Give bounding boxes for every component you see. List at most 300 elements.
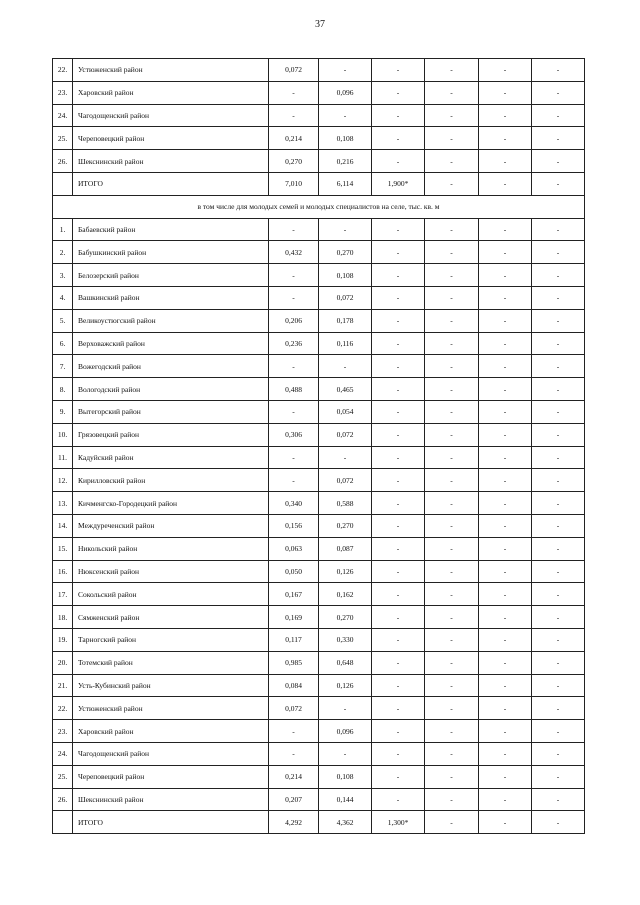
- district-name: Тарногский район: [73, 628, 269, 651]
- value-cell: -: [269, 264, 319, 287]
- row-number: 22.: [53, 59, 73, 82]
- table-row: [53, 697, 585, 720]
- value-cell: 0,072: [319, 286, 372, 309]
- table-row: [53, 241, 585, 264]
- value-cell: -: [532, 104, 585, 127]
- value-cell: -: [372, 742, 425, 765]
- value-cell: -: [479, 583, 532, 606]
- value-cell: -: [425, 150, 479, 173]
- value-cell: -: [425, 446, 479, 469]
- value-cell: -: [479, 218, 532, 241]
- value-cell: -: [479, 469, 532, 492]
- table-row: [53, 492, 585, 515]
- value-cell: -: [479, 59, 532, 82]
- row-number: 14.: [53, 514, 73, 537]
- value-cell: -: [532, 241, 585, 264]
- value-cell: -: [425, 172, 479, 195]
- value-cell: -: [532, 400, 585, 423]
- row-number: [53, 172, 73, 195]
- value-cell: 4,362: [319, 811, 372, 834]
- value-cell: -: [372, 651, 425, 674]
- value-cell: -: [372, 241, 425, 264]
- table-row: [53, 628, 585, 651]
- table-row: [53, 400, 585, 423]
- row-number: 9.: [53, 400, 73, 423]
- value-cell: -: [532, 651, 585, 674]
- row-number: 23.: [53, 720, 73, 743]
- row-number: 20.: [53, 651, 73, 674]
- row-number: 24.: [53, 742, 73, 765]
- value-cell: -: [425, 492, 479, 515]
- value-cell: -: [372, 697, 425, 720]
- value-cell: -: [372, 355, 425, 378]
- table-row: [53, 651, 585, 674]
- row-number: 16.: [53, 560, 73, 583]
- value-cell: -: [425, 355, 479, 378]
- value-cell: -: [425, 59, 479, 82]
- row-number: 24.: [53, 104, 73, 127]
- value-cell: -: [479, 788, 532, 811]
- district-name: Шекснинский район: [73, 788, 269, 811]
- section-header-row: [53, 195, 585, 218]
- value-cell: 0,116: [319, 332, 372, 355]
- district-name: Харовский район: [73, 720, 269, 743]
- value-cell: 0,270: [319, 514, 372, 537]
- value-cell: -: [372, 720, 425, 743]
- value-cell: -: [425, 423, 479, 446]
- value-cell: -: [269, 81, 319, 104]
- table-section-young-families: [53, 218, 585, 834]
- value-cell: -: [269, 218, 319, 241]
- district-name: Устюженский район: [73, 59, 269, 82]
- district-name: Чагодощенский район: [73, 104, 269, 127]
- table-row: [53, 264, 585, 287]
- table-row: [53, 720, 585, 743]
- value-cell: -: [479, 742, 532, 765]
- value-cell: 0,072: [269, 697, 319, 720]
- district-name: Череповецкий район: [73, 127, 269, 150]
- table-row: [53, 537, 585, 560]
- district-name: Устюженский район: [73, 697, 269, 720]
- value-cell: -: [269, 286, 319, 309]
- value-cell: -: [425, 264, 479, 287]
- value-cell: -: [425, 811, 479, 834]
- value-cell: -: [425, 788, 479, 811]
- row-number: 19.: [53, 628, 73, 651]
- district-name: Усть-Кубинский район: [73, 674, 269, 697]
- value-cell: -: [479, 492, 532, 515]
- row-number: 21.: [53, 674, 73, 697]
- value-cell: -: [532, 628, 585, 651]
- value-cell: 0,072: [269, 59, 319, 82]
- table-row: [53, 469, 585, 492]
- value-cell: 0,588: [319, 492, 372, 515]
- value-cell: -: [425, 697, 479, 720]
- value-cell: -: [425, 378, 479, 401]
- value-cell: -: [532, 172, 585, 195]
- value-cell: 0,214: [269, 127, 319, 150]
- table-section-header: [53, 195, 585, 218]
- table-row: [53, 446, 585, 469]
- district-name: Харовский район: [73, 81, 269, 104]
- district-name: Бабушкинский район: [73, 241, 269, 264]
- value-cell: -: [532, 560, 585, 583]
- value-cell: -: [372, 59, 425, 82]
- value-cell: -: [372, 309, 425, 332]
- row-number: 6.: [53, 332, 73, 355]
- table-row: [53, 309, 585, 332]
- page-number: 37: [315, 19, 325, 30]
- value-cell: -: [532, 742, 585, 765]
- table-row: [53, 59, 585, 82]
- row-number: 25.: [53, 765, 73, 788]
- value-cell: -: [532, 583, 585, 606]
- value-cell: -: [532, 606, 585, 629]
- district-name: Кадуйский район: [73, 446, 269, 469]
- value-cell: -: [425, 765, 479, 788]
- district-name: Сямженский район: [73, 606, 269, 629]
- value-cell: 0,126: [319, 560, 372, 583]
- value-cell: 0,985: [269, 651, 319, 674]
- value-cell: 0,306: [269, 423, 319, 446]
- table-row: [53, 765, 585, 788]
- value-cell: -: [425, 286, 479, 309]
- value-cell: 0,117: [269, 628, 319, 651]
- district-name: Бабаевский район: [73, 218, 269, 241]
- value-cell: 0,465: [319, 378, 372, 401]
- district-name: Сокольский район: [73, 583, 269, 606]
- value-cell: -: [479, 514, 532, 537]
- value-cell: -: [532, 811, 585, 834]
- value-cell: -: [269, 742, 319, 765]
- value-cell: 0,167: [269, 583, 319, 606]
- table-row: [53, 674, 585, 697]
- district-name: Чагодощенский район: [73, 742, 269, 765]
- value-cell: -: [479, 332, 532, 355]
- row-number: 10.: [53, 423, 73, 446]
- value-cell: 0,050: [269, 560, 319, 583]
- table-row: [53, 355, 585, 378]
- district-name: Вашкинский район: [73, 286, 269, 309]
- district-name: Никольский район: [73, 537, 269, 560]
- value-cell: -: [319, 218, 372, 241]
- value-cell: -: [372, 400, 425, 423]
- value-cell: -: [319, 446, 372, 469]
- value-cell: -: [425, 332, 479, 355]
- value-cell: 6,114: [319, 172, 372, 195]
- value-cell: -: [372, 583, 425, 606]
- district-name: Вытегорский район: [73, 400, 269, 423]
- value-cell: -: [372, 537, 425, 560]
- value-cell: -: [425, 651, 479, 674]
- value-cell: -: [372, 423, 425, 446]
- table-row: [53, 378, 585, 401]
- value-cell: -: [479, 286, 532, 309]
- value-cell: -: [532, 423, 585, 446]
- table-row: [53, 606, 585, 629]
- table-row: [53, 81, 585, 104]
- value-cell: -: [425, 218, 479, 241]
- value-cell: 0,072: [319, 469, 372, 492]
- district-name: ИТОГО: [73, 172, 269, 195]
- value-cell: 0,144: [319, 788, 372, 811]
- value-cell: -: [532, 446, 585, 469]
- value-cell: -: [372, 469, 425, 492]
- row-number: 7.: [53, 355, 73, 378]
- value-cell: -: [532, 355, 585, 378]
- table-row: [53, 423, 585, 446]
- value-cell: -: [532, 788, 585, 811]
- value-cell: -: [269, 469, 319, 492]
- value-cell: -: [532, 378, 585, 401]
- value-cell: -: [532, 492, 585, 515]
- value-cell: -: [269, 355, 319, 378]
- table-row: [53, 560, 585, 583]
- district-name: Грязовецкий район: [73, 423, 269, 446]
- value-cell: -: [425, 309, 479, 332]
- value-cell: 0,236: [269, 332, 319, 355]
- value-cell: -: [372, 218, 425, 241]
- value-cell: -: [479, 628, 532, 651]
- table-row: [53, 127, 585, 150]
- value-cell: -: [479, 355, 532, 378]
- district-name: Междуреченский район: [73, 514, 269, 537]
- value-cell: 7,010: [269, 172, 319, 195]
- value-cell: -: [532, 537, 585, 560]
- value-cell: 0,169: [269, 606, 319, 629]
- table-row: [53, 788, 585, 811]
- value-cell: -: [479, 720, 532, 743]
- value-cell: -: [532, 59, 585, 82]
- value-cell: -: [532, 150, 585, 173]
- value-cell: -: [372, 788, 425, 811]
- value-cell: -: [425, 81, 479, 104]
- value-cell: 0,214: [269, 765, 319, 788]
- value-cell: 0,648: [319, 651, 372, 674]
- value-cell: -: [532, 264, 585, 287]
- value-cell: -: [479, 241, 532, 264]
- value-cell: -: [425, 583, 479, 606]
- value-cell: -: [425, 537, 479, 560]
- table-row: [53, 583, 585, 606]
- value-cell: -: [269, 104, 319, 127]
- value-cell: -: [479, 400, 532, 423]
- value-cell: 0,216: [319, 150, 372, 173]
- row-number: 2.: [53, 241, 73, 264]
- value-cell: -: [319, 742, 372, 765]
- value-cell: -: [372, 765, 425, 788]
- value-cell: -: [372, 514, 425, 537]
- value-cell: 0,096: [319, 720, 372, 743]
- value-cell: -: [479, 811, 532, 834]
- value-cell: -: [425, 469, 479, 492]
- value-cell: 0,087: [319, 537, 372, 560]
- row-number: 18.: [53, 606, 73, 629]
- value-cell: 0,126: [319, 674, 372, 697]
- district-name: Шекснинский район: [73, 150, 269, 173]
- district-name: Кирилловский район: [73, 469, 269, 492]
- value-cell: 0,340: [269, 492, 319, 515]
- value-cell: -: [372, 378, 425, 401]
- row-number: 13.: [53, 492, 73, 515]
- district-name: Верховажский район: [73, 332, 269, 355]
- row-number: 1.: [53, 218, 73, 241]
- value-cell: -: [532, 218, 585, 241]
- total-row: [53, 172, 585, 195]
- total-row: [53, 811, 585, 834]
- value-cell: -: [425, 742, 479, 765]
- value-cell: 1,300*: [372, 811, 425, 834]
- table-row: [53, 742, 585, 765]
- value-cell: 0,270: [319, 606, 372, 629]
- row-number: 4.: [53, 286, 73, 309]
- value-cell: 0,096: [319, 81, 372, 104]
- value-cell: -: [479, 104, 532, 127]
- value-cell: -: [479, 172, 532, 195]
- value-cell: -: [372, 606, 425, 629]
- value-cell: -: [479, 81, 532, 104]
- district-name: Великоустюгский район: [73, 309, 269, 332]
- row-number: 25.: [53, 127, 73, 150]
- district-name: Тотемский район: [73, 651, 269, 674]
- row-number: 8.: [53, 378, 73, 401]
- value-cell: 0,270: [269, 150, 319, 173]
- value-cell: -: [372, 104, 425, 127]
- row-number: 22.: [53, 697, 73, 720]
- row-number: 26.: [53, 788, 73, 811]
- table-row: [53, 514, 585, 537]
- value-cell: -: [532, 697, 585, 720]
- table-section-total: [53, 59, 585, 196]
- value-cell: 0,207: [269, 788, 319, 811]
- value-cell: -: [269, 400, 319, 423]
- value-cell: -: [425, 560, 479, 583]
- row-number: 26.: [53, 150, 73, 173]
- value-cell: 0,084: [269, 674, 319, 697]
- value-cell: 0,156: [269, 514, 319, 537]
- value-cell: -: [532, 127, 585, 150]
- value-cell: -: [425, 514, 479, 537]
- value-cell: -: [425, 104, 479, 127]
- value-cell: -: [372, 674, 425, 697]
- value-cell: -: [532, 514, 585, 537]
- row-number: 12.: [53, 469, 73, 492]
- row-number: 5.: [53, 309, 73, 332]
- value-cell: 0,330: [319, 628, 372, 651]
- value-cell: 0,270: [319, 241, 372, 264]
- value-cell: -: [372, 446, 425, 469]
- value-cell: -: [269, 720, 319, 743]
- value-cell: -: [425, 606, 479, 629]
- district-name: Череповецкий район: [73, 765, 269, 788]
- value-cell: -: [532, 765, 585, 788]
- value-cell: 0,072: [319, 423, 372, 446]
- value-cell: 0,054: [319, 400, 372, 423]
- row-number: 3.: [53, 264, 73, 287]
- value-cell: -: [479, 264, 532, 287]
- value-cell: -: [372, 560, 425, 583]
- value-cell: 4,292: [269, 811, 319, 834]
- value-cell: -: [532, 720, 585, 743]
- value-cell: -: [532, 286, 585, 309]
- value-cell: -: [372, 264, 425, 287]
- district-name: Нюксенский район: [73, 560, 269, 583]
- value-cell: -: [532, 469, 585, 492]
- value-cell: -: [479, 309, 532, 332]
- value-cell: -: [532, 81, 585, 104]
- value-cell: 0,432: [269, 241, 319, 264]
- value-cell: -: [425, 628, 479, 651]
- value-cell: 1,900*: [372, 172, 425, 195]
- value-cell: -: [479, 560, 532, 583]
- value-cell: 0,488: [269, 378, 319, 401]
- value-cell: -: [479, 674, 532, 697]
- district-name: Вожегодский район: [73, 355, 269, 378]
- row-number: 23.: [53, 81, 73, 104]
- value-cell: -: [532, 674, 585, 697]
- district-name: ИТОГО: [73, 811, 269, 834]
- value-cell: -: [425, 127, 479, 150]
- table-row: [53, 150, 585, 173]
- section-title: в том числе для молодых семей и молодых специалистов на селе, тыс. кв. м: [53, 195, 585, 218]
- value-cell: -: [425, 674, 479, 697]
- value-cell: 0,206: [269, 309, 319, 332]
- district-name: Вологодский район: [73, 378, 269, 401]
- value-cell: -: [372, 332, 425, 355]
- value-cell: -: [372, 81, 425, 104]
- value-cell: -: [372, 150, 425, 173]
- value-cell: -: [425, 400, 479, 423]
- district-name: Кичменгско-Городецкий район: [73, 492, 269, 515]
- value-cell: -: [269, 446, 319, 469]
- value-cell: 0,063: [269, 537, 319, 560]
- value-cell: -: [319, 59, 372, 82]
- value-cell: -: [479, 127, 532, 150]
- value-cell: -: [479, 697, 532, 720]
- value-cell: 0,178: [319, 309, 372, 332]
- value-cell: -: [319, 104, 372, 127]
- row-number: 17.: [53, 583, 73, 606]
- value-cell: -: [479, 423, 532, 446]
- value-cell: -: [479, 537, 532, 560]
- value-cell: -: [425, 241, 479, 264]
- value-cell: -: [425, 720, 479, 743]
- value-cell: -: [479, 150, 532, 173]
- value-cell: -: [319, 697, 372, 720]
- row-number: 11.: [53, 446, 73, 469]
- value-cell: -: [372, 286, 425, 309]
- table-row: [53, 218, 585, 241]
- value-cell: -: [479, 446, 532, 469]
- value-cell: -: [372, 628, 425, 651]
- value-cell: 0,108: [319, 127, 372, 150]
- value-cell: 0,108: [319, 264, 372, 287]
- value-cell: -: [532, 309, 585, 332]
- value-cell: -: [319, 355, 372, 378]
- table-row: [53, 286, 585, 309]
- value-cell: -: [532, 332, 585, 355]
- value-cell: 0,162: [319, 583, 372, 606]
- table-row: [53, 332, 585, 355]
- row-number: [53, 811, 73, 834]
- value-cell: -: [479, 378, 532, 401]
- value-cell: -: [372, 492, 425, 515]
- district-name: Белозерский район: [73, 264, 269, 287]
- value-cell: 0,108: [319, 765, 372, 788]
- value-cell: -: [479, 651, 532, 674]
- value-cell: -: [372, 127, 425, 150]
- value-cell: -: [479, 606, 532, 629]
